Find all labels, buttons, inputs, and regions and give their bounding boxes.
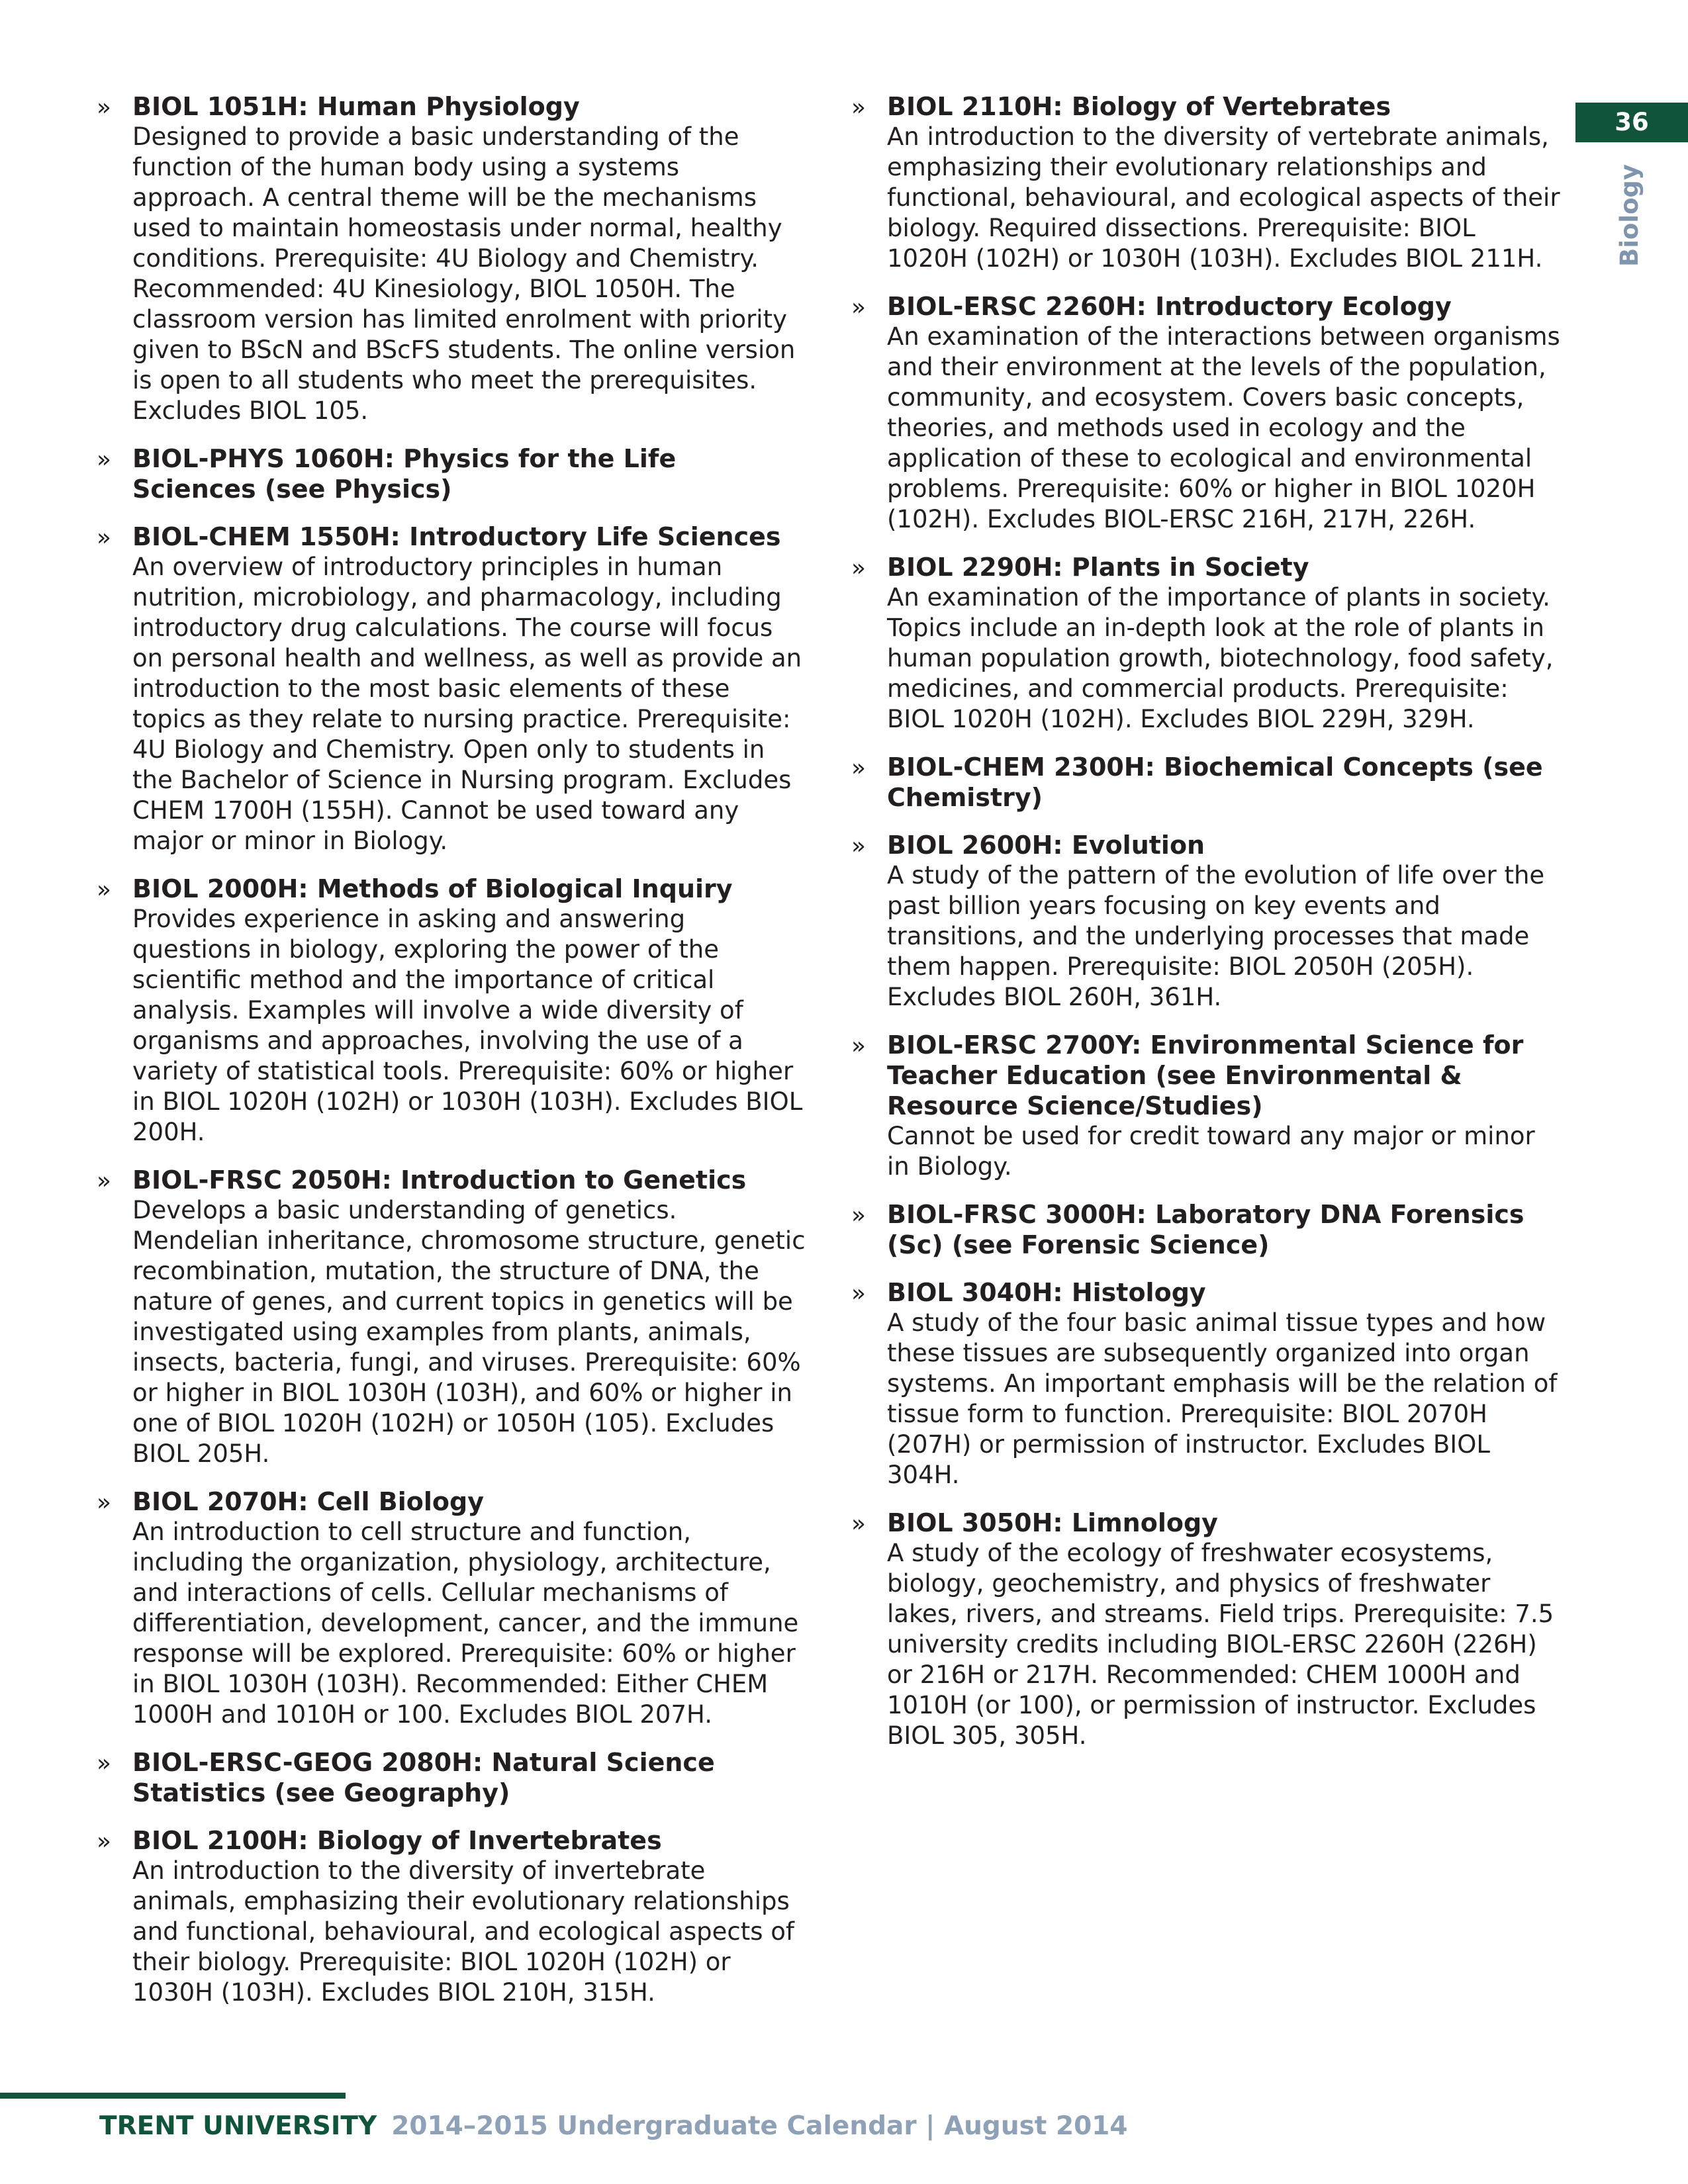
course-description: An examination of the interactions between organisms and their environment at the levels of the population, community, and ecosystem. Covers basic concepts, theories, and methods used in ecology and the application of these to ecological and environmental problems. Prerequisite: 60% or higher in BIOL 1020H (102H). Excludes BIOL-ERSC 216H, 217H, 226H.: [887, 322, 1560, 533]
footer-university: TRENT UNIVERSITY: [99, 2111, 377, 2141]
right-column: [847, 91, 1562, 1768]
bullet-marker: »: [851, 833, 867, 860]
course-title: BIOL-PHYS 1060H: Physics for the Life Sciences (see Physics): [132, 444, 677, 504]
course-title: BIOL 2110H: Biology of Vertebrates: [887, 92, 1391, 121]
course-description: An introduction to the diversity of invertebrate animals, emphasizing their evolutionary relationships and functional, behavioural, and ecological aspects of their biology. Prerequisite: BIOL 1020H (102H) or 1030H (103H). Excludes BIOL 210H, 315H.: [132, 1856, 794, 2007]
course-entry: [847, 1277, 1562, 1490]
course-entry: [847, 830, 1562, 1013]
course-entry: [93, 1165, 808, 1469]
footer: [99, 2110, 1128, 2143]
course-entry: [93, 522, 808, 856]
course-entry: [93, 91, 808, 426]
course-title: BIOL-ERSC 2700Y: Environmental Science for Teacher Education (see Environmental & Resource Science/Studies): [887, 1030, 1524, 1120]
course-entry: [847, 1508, 1562, 1751]
course-description: An examination of the importance of plants in society. Topics include an in-depth look at the role of plants in human population growth, biotechnology, food safety, medicines, and commercial products. Prerequisite: BIOL 1020H (102H). Excludes BIOL 229H, 329H.: [887, 583, 1554, 733]
course-description: A study of the ecology of freshwater ecosystems, biology, geochemistry, and physics of freshwater lakes, rivers, and streams. Field trips. Prerequisite: 7.5 university credits including BIOL-ERSC 2260H (226H) or 216H or 217H. Recommended: CHEM 1000H and 1010H (or 100), or permission of instructor. Excludes BIOL 305, 305H.: [887, 1539, 1554, 1750]
course-description: An introduction to cell structure and function, including the organization, physiology, architecture, and interactions of cells. Cellular mechanisms of differentiation, development, cancer, and the immune response will be explored. Prerequisite: 60% or higher in BIOL 1030H (103H). Recommended: Either CHEM 1000H and 1010H or 100. Excludes BIOL 207H.: [132, 1518, 799, 1729]
course-title: BIOL-FRSC 2050H: Introduction to Genetics: [132, 1165, 747, 1195]
course-title: BIOL 2000H: Methods of Biological Inquiry: [132, 874, 733, 903]
course-entry: [93, 874, 808, 1148]
course-description: A study of the four basic animal tissue types and how these tissues are subsequently organized into organ systems. An important emphasis will be the relation of tissue form to function. Prerequisite: BIOL 2070H (207H) or permission of instructor. Excludes BIOL 304H.: [887, 1308, 1558, 1489]
course-description: A study of the pattern of the evolution of life over the past billion years focusing on key events and transitions, and the underlying processes that made them happen. Prerequisite: BIOL 2050H (205H). Excludes BIOL 260H, 361H.: [887, 861, 1545, 1011]
left-column: [93, 91, 808, 2025]
course-entry: [93, 1747, 808, 1808]
course-description: Provides experience in asking and answering questions in biology, exploring the power of the scientific method and the importance of critical analysis. Examples will involve a wide diversity of organisms and approaches, involving the use of a variety of statistical tools. Prerequisite: 60% or higher in BIOL 1020H (102H) or 1030H (103H). Excludes BIOL 200H.: [132, 905, 803, 1146]
course-title: BIOL-CHEM 1550H: Introductory Life Sciences: [132, 522, 781, 551]
course-title: BIOL 3040H: Histology: [887, 1278, 1206, 1307]
course-title: BIOL-ERSC-GEOG 2080H: Natural Science Statistics (see Geography): [132, 1748, 715, 1807]
course-entry: [847, 91, 1562, 274]
bullet-marker: »: [97, 1828, 112, 1855]
course-description: Cannot be used for credit toward any major or minor in Biology.: [887, 1122, 1535, 1181]
course-description: Designed to provide a basic understanding of the function of the human body using a systems approach. A central theme will be the mechanisms used to maintain homeostasis under normal, healthy conditions. Prerequisite: 4U Biology and Chemistry. Recommended: 4U Kinesiology, BIOL 1050H. The classroom version has limited enrolment with priority given to BScN and BScFS students. The online version is open to all students who meet the prerequisites. Excludes BIOL 105.: [132, 122, 796, 425]
bullet-marker: »: [851, 294, 867, 321]
bullet-marker: »: [97, 446, 112, 473]
bullet-marker: »: [97, 94, 112, 121]
course-entry: [847, 552, 1562, 735]
footer-rule: [0, 2093, 346, 2099]
course-title: BIOL-CHEM 2300H: Biochemical Concepts (see Chemistry): [887, 752, 1543, 812]
course-title: BIOL 2290H: Plants in Society: [887, 553, 1309, 582]
course-title: BIOL-ERSC 2260H: Introductory Ecology: [887, 292, 1452, 321]
bullet-marker: »: [851, 754, 867, 782]
bullet-marker: »: [97, 524, 112, 551]
footer-calendar: 2014–2015 Undergraduate Calendar | August 2014: [391, 2111, 1128, 2141]
bullet-marker: »: [851, 555, 867, 582]
course-entry: [93, 1825, 808, 2008]
bullet-marker: »: [851, 1510, 867, 1537]
bullet-marker: »: [851, 94, 867, 121]
course-entry: [93, 443, 808, 504]
course-title: BIOL 3050H: Limnology: [887, 1508, 1218, 1537]
course-entry: [847, 1199, 1562, 1260]
course-title: BIOL 2600H: Evolution: [887, 831, 1205, 860]
course-entry: [847, 291, 1562, 535]
course-title: BIOL 2100H: Biology of Invertebrates: [132, 1826, 662, 1855]
bullet-marker: »: [851, 1280, 867, 1307]
bullet-marker: »: [851, 1032, 867, 1060]
bullet-marker: »: [97, 1750, 112, 1777]
course-entry: [93, 1486, 808, 1730]
bullet-marker: »: [851, 1202, 867, 1229]
section-side-label: Biology: [1615, 163, 1644, 267]
course-description: An overview of introductory principles in human nutrition, microbiology, and pharmacology, including introductory drug calculations. The course will focus on personal health and wellness, as well as provide an introduction to the most basic elements of these topics as they relate to nursing practice. Prerequisite: 4U Biology and Chemistry. Open only to students in the Bachelor of Science in Nursing program. Excludes CHEM 1700H (155H). Cannot be used toward any major or minor in Biology.: [132, 553, 802, 855]
course-description: An introduction to the diversity of vertebrate animals, emphasizing their evolutionary relationships and functional, behavioural, and ecological aspects of their biology. Required dissections. Prerequisite: BIOL 1020H (102H) or 1030H (103H). Excludes BIOL 211H.: [887, 122, 1560, 273]
page-number-tab: 36: [1575, 103, 1688, 142]
course-entry: [847, 752, 1562, 813]
course-entry: [847, 1030, 1562, 1182]
bullet-marker: »: [97, 1167, 112, 1195]
course-title: BIOL 2070H: Cell Biology: [132, 1487, 484, 1516]
course-title: BIOL-FRSC 3000H: Laboratory DNA Forensics (Sc) (see Forensic Science): [887, 1200, 1524, 1259]
course-title: BIOL 1051H: Human Physiology: [132, 92, 580, 121]
course-description: Develops a basic understanding of genetics. Mendelian inheritance, chromosome structure, genetic recombination, mutation, the structure of DNA, the nature of genes, and current topics in genetics will be investigated using examples from plants, animals, insects, bacteria, fungi, and viruses. Prerequisite: 60% or higher in BIOL 1030H (103H), and 60% or higher in one of BIOL 1020H (102H) or 1050H (105). Excludes BIOL 205H.: [132, 1196, 806, 1468]
bullet-marker: »: [97, 876, 112, 903]
bullet-marker: »: [97, 1489, 112, 1516]
